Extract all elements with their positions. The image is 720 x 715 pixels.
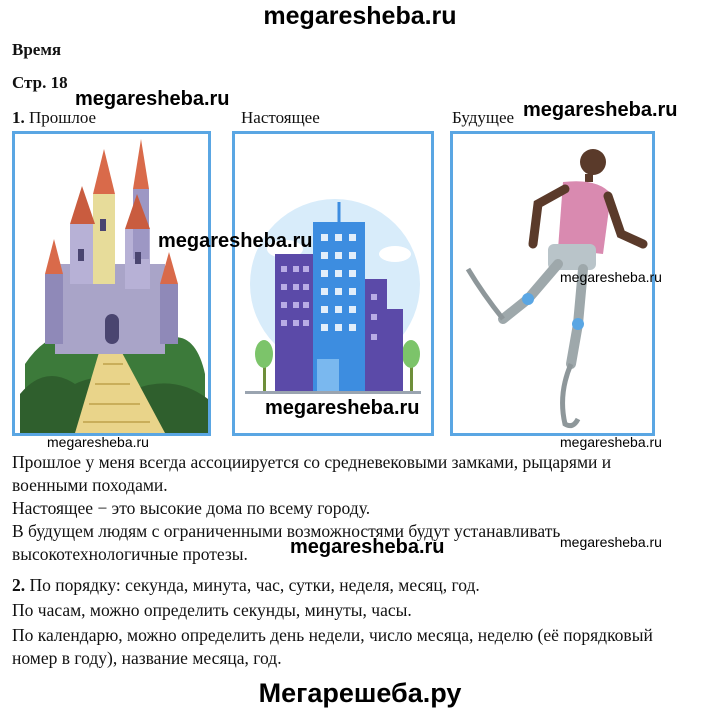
answer-future: В будущем людям с ограниченными возможностями будут устанавливать (12, 521, 561, 541)
answer-present: Настоящее − это высокие дома по всему городу. (12, 498, 371, 518)
watermark: megaresheba.ru (523, 99, 678, 121)
skyscraper-illustration (235, 134, 431, 433)
building-image (232, 131, 434, 436)
caption-future: Будущее (452, 108, 515, 127)
watermark: megaresheba.ru (265, 397, 420, 419)
answer-past-cont: военными походами. (12, 475, 168, 495)
footer-brand: Мегарешеба.ру (258, 678, 462, 708)
watermark: megaresheba.ru (75, 88, 230, 110)
task2-line1 (12, 574, 712, 597)
watermark: megaresheba.ru (290, 536, 445, 558)
answer-future-cont: высокотехнологичные протезы. (12, 544, 248, 564)
answer-past: Прошлое у меня всегда ассоциируется со средневековыми замками, рыцарями и (12, 452, 612, 472)
task2-line1-text: По порядку: секунда, минута, час, сутки, неделя, месяц, год. (29, 575, 480, 595)
task1-number: 1. (12, 108, 25, 127)
page-number: Стр. 18 (12, 73, 68, 92)
watermark: megaresheba.ru (560, 534, 662, 550)
watermark: megaresheba.ru (560, 269, 662, 285)
castle-image (12, 131, 211, 436)
site-header: megaresheba.ru (263, 2, 457, 30)
caption-past-label: Прошлое (29, 108, 97, 127)
task2-line2: По часам, можно определить секунды, минуты, часы. (12, 600, 412, 620)
caption-present: Настоящее (241, 108, 320, 127)
task2-line3-cont: номер в году), название месяца, год. (12, 648, 282, 668)
watermark: megaresheba.ru (158, 230, 313, 252)
castle-illustration (15, 134, 208, 433)
page-title: Время (12, 40, 62, 59)
watermark: megaresheba.ru (560, 434, 662, 450)
watermark: megaresheba.ru (47, 434, 149, 450)
task2-number: 2. (12, 575, 26, 595)
caption-past (12, 108, 96, 128)
task2-line3: По календарю, можно определить день недели, число месяца, неделю (её порядковый (12, 625, 653, 645)
